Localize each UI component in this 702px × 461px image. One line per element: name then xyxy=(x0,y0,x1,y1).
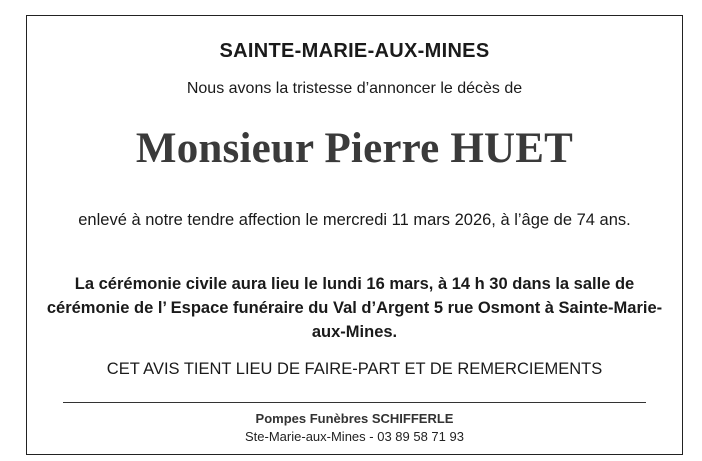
deceased-name: Monsieur Pierre HUET xyxy=(135,125,574,172)
closing-statement: CET AVIS TIENT LIEU DE FAIRE-PART ET DE REMERCIEMENTS xyxy=(106,360,603,378)
undertaker-name: Pompes Funèbres SCHIFFERLE xyxy=(255,411,454,426)
announcement-text: Nous avons la tristesse d’annoncer le décès de xyxy=(186,80,523,97)
obituary-notice xyxy=(26,15,683,455)
footer-divider xyxy=(63,402,646,403)
town-heading: SAINTE-MARIE-AUX-MINES xyxy=(219,40,490,62)
ceremony-details: La cérémonie civile aura lieu le lundi 16 mars, à 14 h 30 dans la salle de cérémonie de l’ Espace funéraire du Val d’Argent 5 rue Osmont à Sainte-Marie-aux-Mines. xyxy=(46,275,663,341)
death-statement: enlevé à notre tendre affection le mercredi 11 mars 2026, à l’âge de 74 ans. xyxy=(78,211,631,229)
undertaker-contact: Ste-Marie-aux-Mines - 03 89 58 71 93 xyxy=(245,429,464,444)
